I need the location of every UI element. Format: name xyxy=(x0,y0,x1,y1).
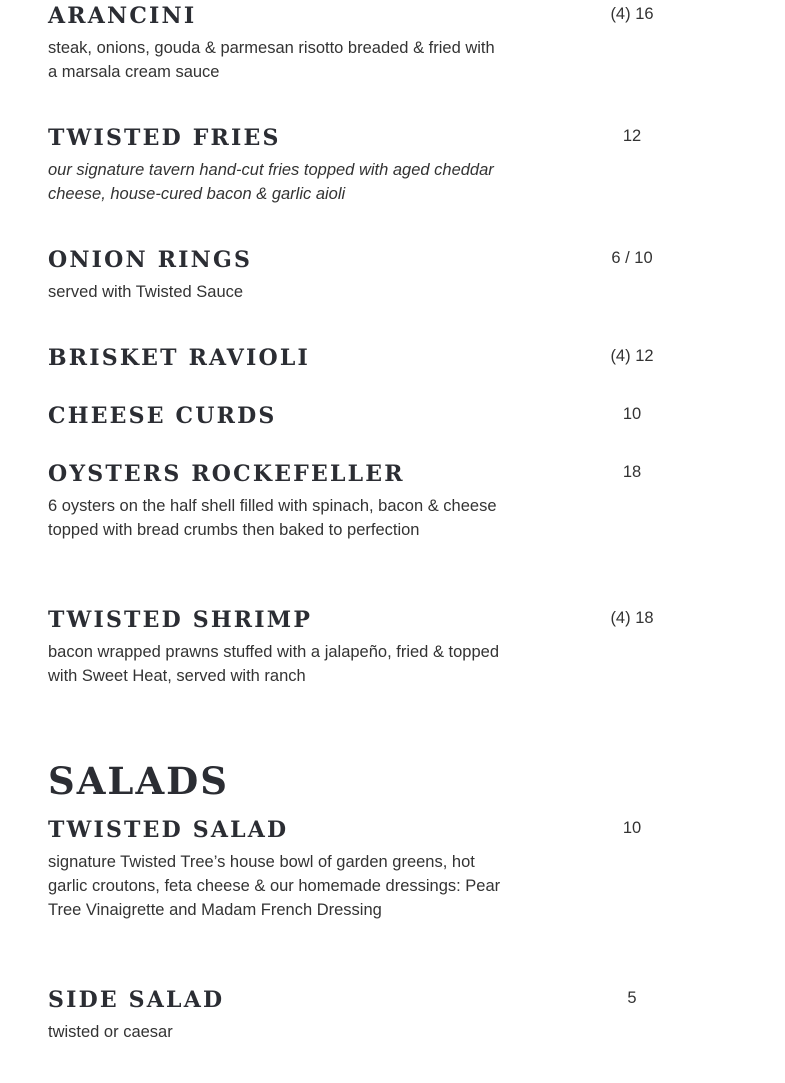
menu-item-price-cheese-curds: 10 xyxy=(622,405,642,423)
menu-item-name-twisted-fries: TWISTED FRIES xyxy=(48,125,281,151)
menu-item-price-oysters-rockefeller: 18 xyxy=(622,463,642,481)
menu-item-price-twisted-fries: 12 xyxy=(622,127,642,145)
menu-item-name-oysters-rockefeller: OYSTERS ROCKEFELLER xyxy=(48,461,405,487)
menu-item-description-arancini: steak, onions, gouda & parmesan risotto breaded & fried with a marsala cream sauce xyxy=(48,39,495,81)
section-heading-salads: SALADS xyxy=(48,759,229,803)
menu-item-description-twisted-salad: signature Twisted Tree’s house bowl of garden greens, hot garlic croutons, feta cheese & our homemade dressings: Pear Tree Vinaigrette and Madam French Dressing xyxy=(48,853,501,919)
menu-item-description-twisted-shrimp: bacon wrapped prawns stuffed with a jalapeño, fried & topped with Sweet Heat, served with ranch xyxy=(48,643,499,685)
menu-item-price-twisted-shrimp: (4) 18 xyxy=(610,609,654,627)
menu-item-name-cheese-curds: CHEESE CURDS xyxy=(48,403,277,429)
menu-item-price-twisted-salad: 10 xyxy=(622,819,642,837)
menu-item-description-oysters-rockefeller: 6 oysters on the half shell filled with spinach, bacon & cheese topped with bread crumbs then baked to perfection xyxy=(48,497,497,539)
menu-item-price-arancini: (4) 16 xyxy=(610,5,654,23)
menu-item-name-twisted-salad: TWISTED SALAD xyxy=(48,817,289,843)
menu-item-description-side-salad: twisted or caesar xyxy=(48,1023,173,1041)
menu-item-name-onion-rings: ONION RINGS xyxy=(48,247,253,273)
menu-item-name-twisted-shrimp: TWISTED SHRIMP xyxy=(48,607,313,633)
menu-item-name-brisket-ravioli: BRISKET RAVIOLI xyxy=(48,345,311,371)
menu-item-name-arancini: ARANCINI xyxy=(48,3,197,29)
menu-item-name-side-salad: SIDE SALAD xyxy=(48,987,225,1013)
menu-item-price-onion-rings: 6 / 10 xyxy=(611,249,653,267)
menu-item-price-brisket-ravioli: (4) 12 xyxy=(610,347,654,365)
menu-item-description-twisted-fries: our signature tavern hand-cut fries topped with aged cheddar cheese, house-cured bacon & garlic aioli xyxy=(48,161,494,203)
menu-item-price-side-salad: 5 xyxy=(627,989,637,1007)
menu-item-description-onion-rings: served with Twisted Sauce xyxy=(48,283,244,301)
